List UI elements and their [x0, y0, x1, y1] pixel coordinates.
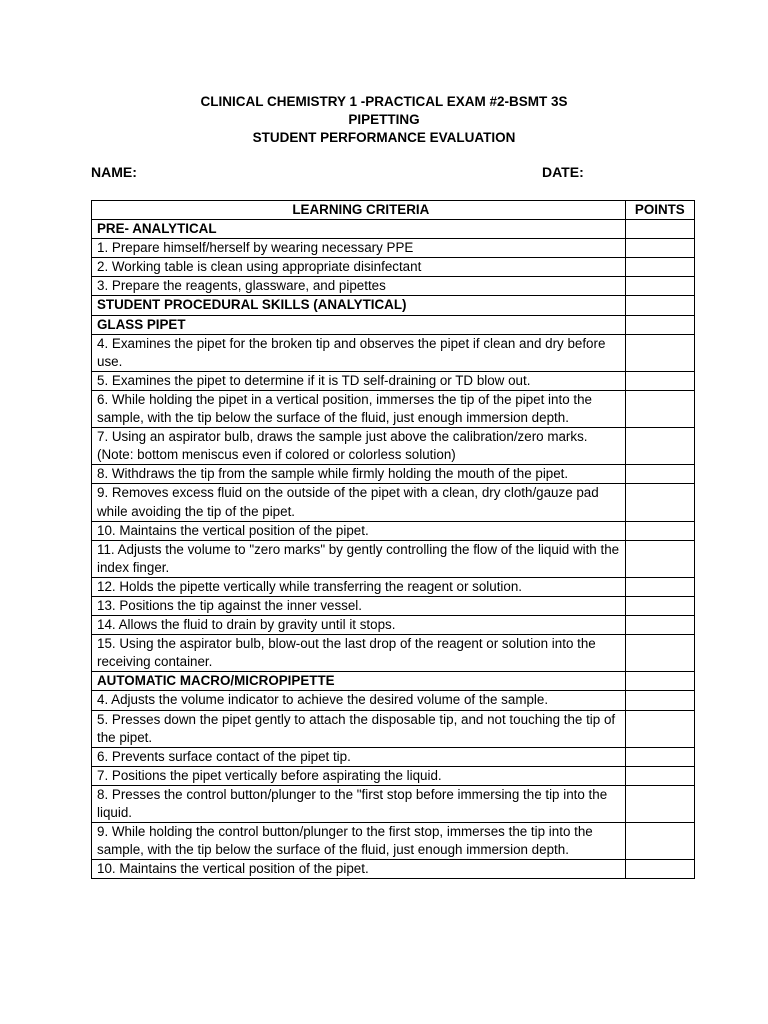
section-title: PRE- ANALYTICAL	[92, 220, 626, 239]
table-row	[92, 540, 695, 577]
table-row	[92, 484, 695, 521]
criteria-column-header: LEARNING CRITERIA	[92, 201, 626, 220]
table-row	[92, 258, 695, 277]
points-column-header: POINTS	[625, 201, 694, 220]
points-cell[interactable]	[625, 710, 694, 747]
table-row	[92, 277, 695, 296]
section-title: GLASS PIPET	[92, 315, 626, 334]
criterion-text: 5. Examines the pipet to determine if it is TD self-draining or TD blow out.	[92, 371, 626, 390]
points-cell[interactable]	[625, 465, 694, 484]
criterion-text: 8. Withdraws the tip from the sample while firmly holding the mouth of the pipet.	[92, 465, 626, 484]
points-cell[interactable]	[625, 220, 694, 239]
criterion-text: 10. Maintains the vertical position of the pipet.	[92, 860, 626, 879]
criterion-text: 6. Prevents surface contact of the pipet tip.	[92, 747, 626, 766]
criterion-text: 15. Using the aspirator bulb, blow-out the last drop of the reagent or solution into the receiving container.	[92, 635, 626, 672]
table-row	[92, 239, 695, 258]
points-cell[interactable]	[625, 596, 694, 615]
points-cell[interactable]	[625, 315, 694, 334]
points-cell[interactable]	[625, 296, 694, 315]
section-title: AUTOMATIC MACRO/MICROPIPETTE	[92, 672, 626, 691]
criterion-text: 9. Removes excess fluid on the outside of the pipet with a clean, dry cloth/gauze pad while avoiding the tip of the pipet.	[92, 484, 626, 521]
table-row	[92, 390, 695, 427]
exam-title: CLINICAL CHEMISTRY 1 -PRACTICAL EXAM #2-BSMT 3S	[200, 94, 568, 109]
points-cell[interactable]	[625, 747, 694, 766]
criterion-text: 6. While holding the pipet in a vertical position, immerses the tip of the pipet into the sample, with the tip below the surface of the fluid, just enough immersion depth.	[92, 390, 626, 427]
points-cell[interactable]	[625, 428, 694, 465]
table-header-row	[92, 201, 695, 220]
criterion-text: 5. Presses down the pipet gently to attach the disposable tip, and not touching the tip of the pipet.	[92, 710, 626, 747]
criteria-table	[91, 200, 695, 879]
criterion-text: 13. Positions the tip against the inner vessel.	[92, 596, 626, 615]
points-cell[interactable]	[625, 691, 694, 710]
criterion-text: 10. Maintains the vertical position of the pipet.	[92, 521, 626, 540]
criterion-text: 4. Examines the pipet for the broken tip and observes the pipet if clean and dry before use.	[92, 334, 626, 371]
criterion-text: 14. Allows the fluid to drain by gravity until it stops.	[92, 616, 626, 635]
section-header-row	[92, 672, 695, 691]
table-row	[92, 596, 695, 615]
points-cell[interactable]	[625, 521, 694, 540]
table-row	[92, 521, 695, 540]
criterion-text: 8. Presses the control button/plunger to the "first stop before immersing the tip into the liquid.	[92, 785, 626, 822]
points-cell[interactable]	[625, 277, 694, 296]
criterion-text: 1. Prepare himself/herself by wearing necessary PPE	[92, 239, 626, 258]
points-cell[interactable]	[625, 785, 694, 822]
date-label: DATE:	[542, 164, 584, 180]
section-header-row	[92, 315, 695, 334]
table-row	[92, 823, 695, 860]
name-label: NAME:	[91, 164, 137, 180]
points-cell[interactable]	[625, 540, 694, 577]
criterion-text: 3. Prepare the reagents, glassware, and pipettes	[92, 277, 626, 296]
document-header	[0, 93, 768, 147]
criterion-text: 7. Positions the pipet vertically before aspirating the liquid.	[92, 766, 626, 785]
table-row	[92, 334, 695, 371]
form-title: STUDENT PERFORMANCE EVALUATION	[252, 130, 516, 145]
criterion-text: 2. Working table is clean using appropriate disinfectant	[92, 258, 626, 277]
section-header-row	[92, 296, 695, 315]
points-cell[interactable]	[625, 484, 694, 521]
criterion-text: 11. Adjusts the volume to "zero marks" by gently controlling the flow of the liquid with the index finger.	[92, 540, 626, 577]
points-cell[interactable]	[625, 371, 694, 390]
criterion-text: 12. Holds the pipette vertically while transferring the reagent or solution.	[92, 577, 626, 596]
name-date-row	[91, 164, 691, 180]
table-row	[92, 616, 695, 635]
table-row	[92, 371, 695, 390]
points-cell[interactable]	[625, 823, 694, 860]
table-row	[92, 465, 695, 484]
topic-title: PIPETTING	[348, 112, 420, 127]
points-cell[interactable]	[625, 390, 694, 427]
criterion-text: 4. Adjusts the volume indicator to achieve the desired volume of the sample.	[92, 691, 626, 710]
table-row	[92, 577, 695, 596]
points-cell[interactable]	[625, 860, 694, 879]
criterion-text: 9. While holding the control button/plunger to the first stop, immerses the tip into the sample, with the tip below the surface of the fluid, just enough immersion depth.	[92, 823, 626, 860]
table-row	[92, 747, 695, 766]
points-cell[interactable]	[625, 334, 694, 371]
table-row	[92, 766, 695, 785]
points-cell[interactable]	[625, 616, 694, 635]
table-row	[92, 428, 695, 465]
points-cell[interactable]	[625, 766, 694, 785]
points-cell[interactable]	[625, 239, 694, 258]
table-row	[92, 860, 695, 879]
points-cell[interactable]	[625, 258, 694, 277]
table-row	[92, 710, 695, 747]
points-cell[interactable]	[625, 577, 694, 596]
section-header-row	[92, 220, 695, 239]
points-cell[interactable]	[625, 635, 694, 672]
table-row	[92, 785, 695, 822]
criterion-text: 7. Using an aspirator bulb, draws the sample just above the calibration/zero marks. (Note: bottom meniscus even if colored or colorless solution)	[92, 428, 626, 465]
points-cell[interactable]	[625, 672, 694, 691]
section-title: STUDENT PROCEDURAL SKILLS (ANALYTICAL)	[92, 296, 626, 315]
table-row	[92, 635, 695, 672]
table-row	[92, 691, 695, 710]
